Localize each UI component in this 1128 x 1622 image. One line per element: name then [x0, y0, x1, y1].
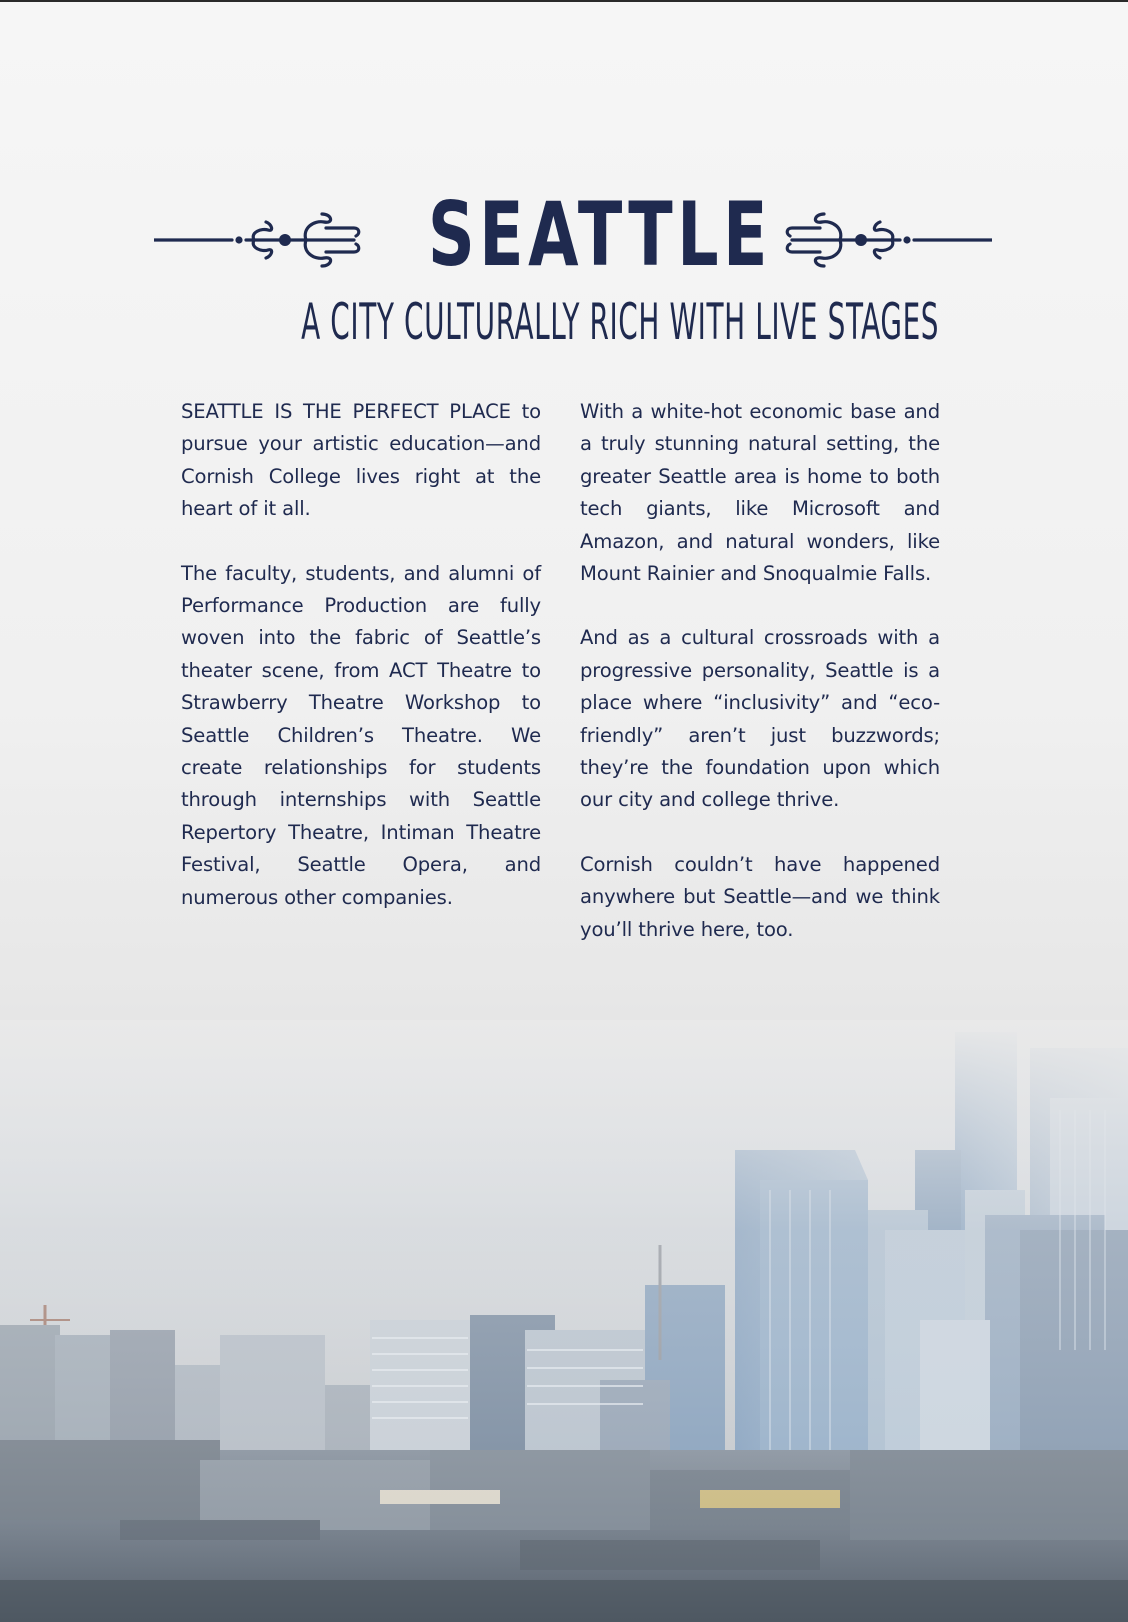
- top-border: [0, 0, 1128, 2]
- page-subtitle: A CITY CULTURALLY RICH WITH LIVE STAGES: [301, 293, 940, 351]
- page-title: SEATTLE: [427, 183, 772, 286]
- paragraph: SEATTLE IS THE PERFECT PLACE to pursue your artistic education—and Cornish College lives right at the heart of it all.: [181, 400, 541, 521]
- left-column: [181, 396, 541, 946]
- body-columns: [181, 396, 940, 996]
- flourish-ornament-icon: [154, 204, 378, 274]
- flourish-ornament-icon: [768, 204, 992, 274]
- header: [0, 183, 1128, 351]
- paragraph: With a white-hot economic base and a truly stunning natural setting, the greater Seattle area is home to both tech giants, like Microsoft and Amazon, and natural wonders, like Mount Rainier and Snoqualmie Falls.: [580, 400, 940, 586]
- paragraph: The faculty, students, and alumni of Performance Production are fully woven into the fabric of Seattle’s theater scene, from ACT Theatre to Strawberry Theatre Workshop to Seattle Children’s Theatre. We create relationships for students through internships with Seattle Repertory Theatre, Intiman Theatre Festival, Seattle Opera, and numerous other companies.: [181, 561, 541, 909]
- city-skyline-image: [0, 1020, 1128, 1622]
- paragraph: Cornish couldn’t have happened anywhere but Seattle—and we think you’ll thrive here, too.: [580, 852, 940, 941]
- right-column: [580, 396, 940, 978]
- paragraph: And as a cultural crossroads with a progressive personality, Seattle is a place where “inclusivity” and “eco-friendly” aren’t just buzzwords; they’re the foundation upon which our city and college thrive.: [580, 626, 940, 812]
